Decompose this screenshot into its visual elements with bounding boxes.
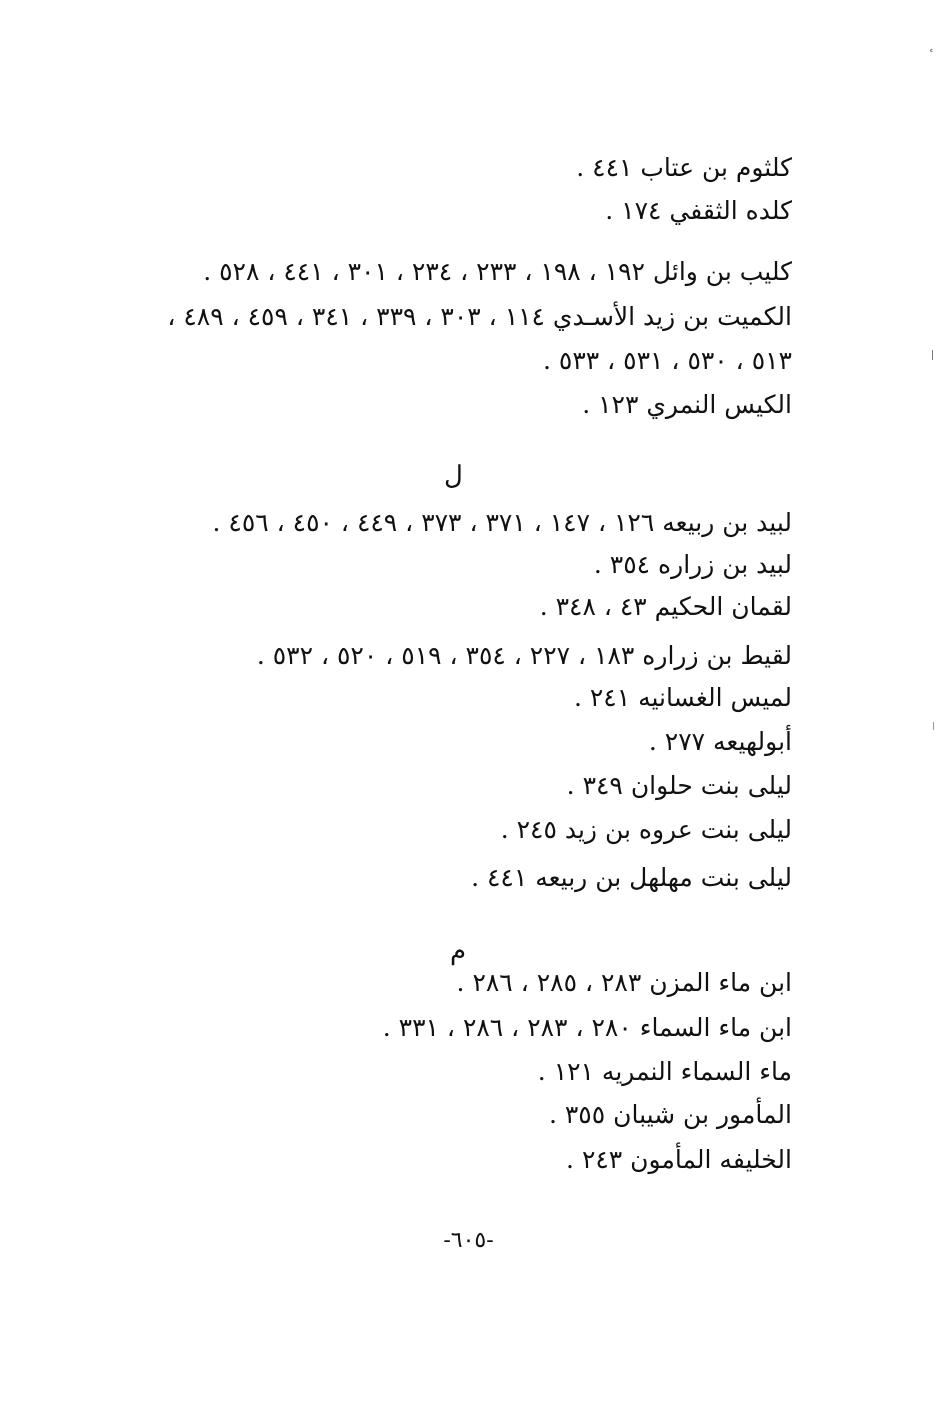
- index-entry: ليلى بنت مهلهل بن ربيعه ٤٤١ .: [471, 863, 792, 892]
- index-entry: كلده الثقفي ١٧٤ .: [605, 196, 792, 225]
- index-entry: لبيد بن ربيعه ١٢٦ ، ١٤٧ ، ٣٧١ ، ٣٧٣ ، ٤٤٩ ، ٤٥٠ ، ٤٥٦ .: [212, 508, 792, 537]
- index-entry: ابن ماء المزن ٢٨٣ ، ٢٨٥ ، ٢٨٦ .: [456, 968, 792, 997]
- index-entry: أبولهيعه ٢٧٧ .: [648, 727, 792, 756]
- index-entry: الخليفه المأمون ٢٤٣ .: [566, 1145, 792, 1174]
- index-entry: كلثوم بن عتاب ٤٤١ .: [576, 153, 792, 182]
- index-entry: كليب بن وائل ١٩٢ ، ١٩٨ ، ٢٣٣ ، ٢٣٤ ، ٣٠١ ، ٤٤١ ، ٥٢٨ .: [203, 257, 792, 286]
- index-entry: لميس الغسانيه ٢٤١ .: [573, 683, 792, 712]
- section-letter-lam: ل: [444, 461, 463, 491]
- index-entry: المأمور بن شيبان ٣٥٥ .: [548, 1100, 792, 1129]
- scan-mark: [933, 722, 934, 730]
- scan-mark: [932, 350, 933, 360]
- index-entry: ٥١٣ ، ٥٣٠ ، ٥٣١ ، ٥٣٣ .: [543, 346, 792, 375]
- index-entry: الكميت بن زيد الأسـدي ١١٤ ، ٣٠٣ ، ٣٣٩ ، ٣٤١ ، ٤٥٩ ، ٤٨٩ ،: [167, 302, 792, 331]
- index-entry: ليلى بنت عروه بن زيد ٢٤٥ .: [500, 815, 792, 844]
- index-entry: ماء السماء النمريه ١٢١ .: [537, 1057, 792, 1086]
- index-entry: لقيط بن زراره ١٨٣ ، ٢٢٧ ، ٣٥٤ ، ٥١٩ ، ٥٢٠ ، ٥٣٢ .: [256, 641, 792, 670]
- page-number: -٦٠٥-: [443, 1228, 494, 1253]
- index-entry: ابن ماء السماء ٢٨٠ ، ٢٨٣ ، ٢٨٦ ، ٣٣١ .: [382, 1013, 792, 1042]
- index-entry: لقمان الحكيم ٤٣ ، ٣٤٨ .: [539, 592, 792, 621]
- index-entry: الكيس النمري ١٢٣ .: [582, 390, 792, 419]
- section-letter-mim: م: [450, 936, 467, 966]
- index-entry: ليلى بنت حلوان ٣٤٩ .: [566, 771, 792, 800]
- index-entry: لبيد بن زراره ٣٥٤ .: [593, 550, 792, 579]
